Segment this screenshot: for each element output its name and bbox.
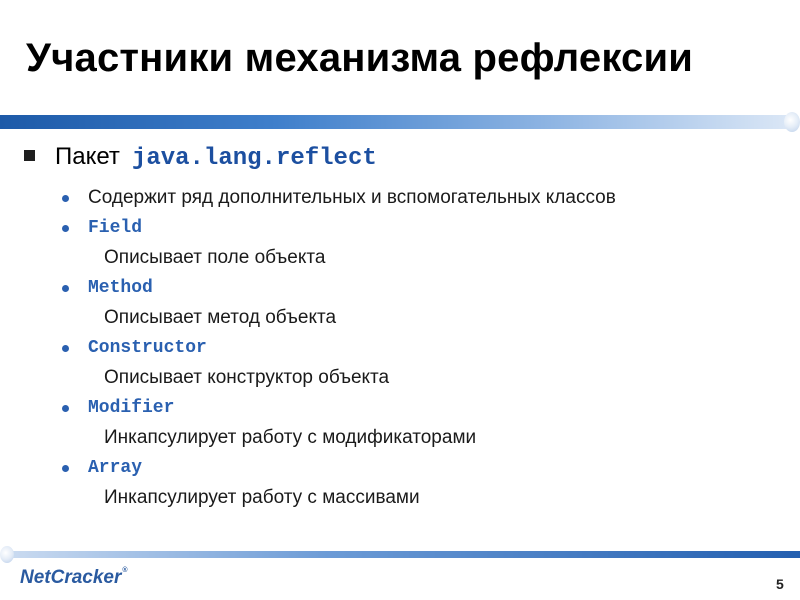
slide-title: Участники механизма рефлексии [26,36,694,80]
class-description: Описывает поле объекта [104,247,326,268]
dot-bullet-icon [62,285,69,292]
class-description: Описывает метод объекта [104,307,337,328]
logo-text: NetCracker [20,567,122,588]
dot-bullet-icon [62,405,69,412]
title-divider-bar [0,115,790,129]
dot-bullet-icon [62,465,69,472]
class-item-method [62,273,616,303]
class-name: Field [88,218,143,238]
dot-bullet-icon [62,195,69,202]
package-bullet [24,143,377,172]
class-name: Modifier [88,398,175,418]
footer-divider-knob [0,546,14,563]
page-number: 5 [776,576,784,592]
class-list [62,183,616,513]
dot-bullet-icon [62,225,69,232]
class-name: Constructor [88,338,207,358]
class-item-array [62,453,616,483]
class-item-field [62,213,616,243]
netcracker-logo [20,567,128,589]
intro-text: Содержит ряд дополнительных и вспомогательных классов [88,187,616,208]
class-item-modifier [62,393,616,423]
intro-item [62,183,616,213]
class-description: Описывает конструктор объекта [104,367,390,388]
divider-end-knob [784,112,800,132]
class-name: Method [88,278,153,298]
class-description: Инкапсулирует работу с массивами [104,487,420,508]
footer-divider-bar [12,551,800,558]
square-bullet-icon [24,150,35,161]
class-item-constructor [62,333,616,363]
class-name: Array [88,458,143,478]
package-name: java.lang.reflect [131,145,377,172]
class-description: Инкапсулирует работу с модификаторами [104,427,477,448]
trademark-mark: ® [122,567,128,574]
dot-bullet-icon [62,345,69,352]
package-label: Пакет [55,143,120,170]
